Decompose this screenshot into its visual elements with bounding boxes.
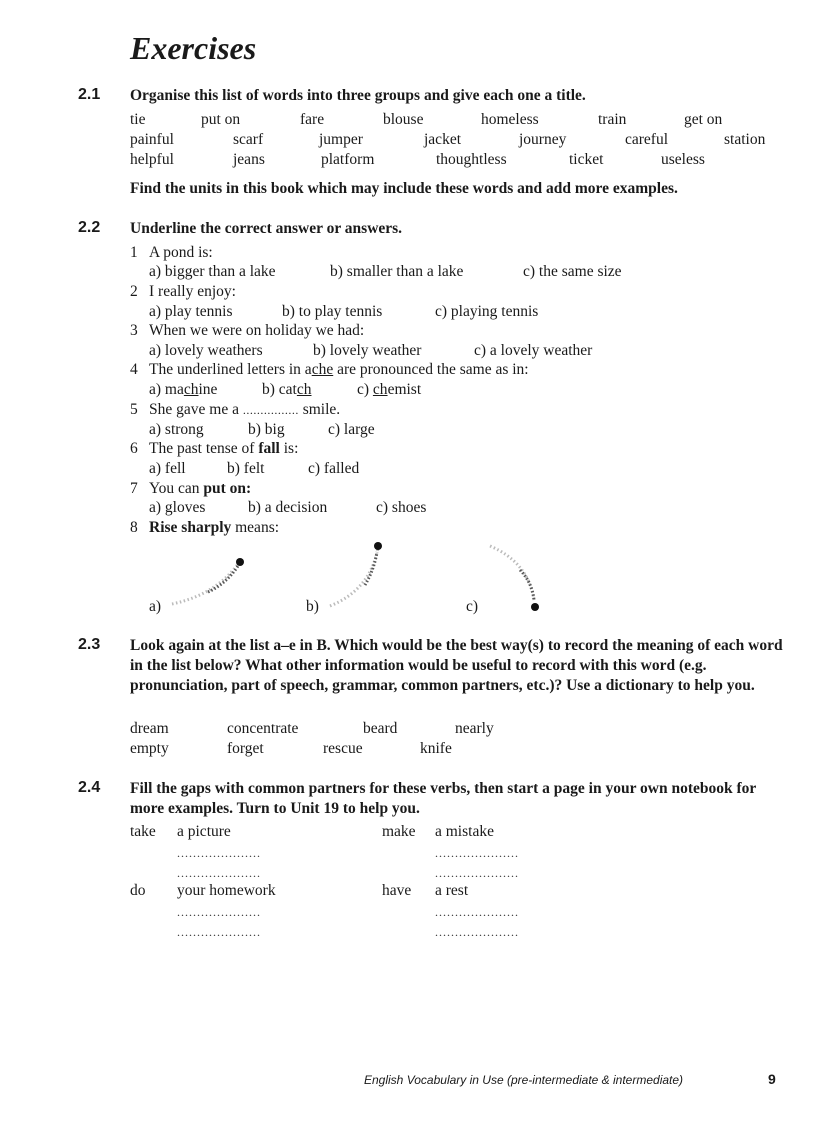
question-text: I really enjoy: [149,283,236,300]
option-a: a) play tennis [149,303,233,320]
question-text: You can put on: [149,480,252,497]
example-partner: a rest [435,882,469,899]
word: forget [227,740,264,757]
rise-gently-diagram [172,558,244,604]
page-number: 9 [768,1071,776,1087]
word: dream [130,720,169,737]
option-b: b) a decision [248,499,328,516]
word: useless [661,151,705,168]
exercise-instruction: Look again at the list a–e in B. Which would be the best way(s) to record the meaning of each word in the list below? What other information would be useful to record with this word (e.g. pronunciation, part of speech, grammar, common partners, etc.)? Use a dictionary to help you. [130,637,783,694]
word: rescue [323,740,363,757]
question-number: 4 [130,361,138,378]
question-number: 2 [130,283,138,300]
option-c: c) falled [308,460,360,477]
word: fare [300,111,325,128]
word: blouse [383,111,424,128]
question-text: When we were on holiday we had: [149,322,365,339]
option-a: a) gloves [149,499,206,516]
option-b: b) catch [262,381,312,398]
word: thoughtless [436,151,507,168]
option-b: b) lovely weather [313,342,422,359]
option-c: c) chemist [357,381,422,398]
option-a: a) fell [149,460,186,477]
gap[interactable]: ..................... [177,846,261,860]
question-text: The underlined letters in ache are pronounced the same as in: [149,361,529,378]
question-number: 5 [130,401,138,418]
word: station [724,131,766,148]
exercise-instruction: Underline the correct answer or answers. [130,220,403,237]
question-number: 3 [130,322,138,339]
gap[interactable]: ..................... [177,866,261,880]
word: jumper [319,131,363,148]
word: ticket [569,151,604,168]
option-c: c) large [328,421,375,438]
word: careful [625,131,669,148]
exercise-number: 2.2 [78,219,101,236]
page-title: Exercises [130,30,257,66]
word: tie [130,111,146,128]
verb: take [130,823,156,840]
exercise-number: 2.1 [78,86,101,103]
word: homeless [481,111,539,128]
question-number: 8 [130,519,138,536]
exercise-number: 2.4 [78,779,101,796]
option-b: b) [306,598,319,615]
word: beard [363,720,398,737]
option-b: b) to play tennis [282,303,383,320]
gap[interactable]: ..................... [435,866,519,880]
question-text: Rise sharply means: [149,519,280,536]
word: train [598,111,627,128]
question-number: 6 [130,440,138,457]
example-partner: your homework [177,882,276,899]
word: jeans [233,151,265,168]
example-partner: a picture [177,823,231,840]
gap[interactable]: ..................... [435,905,519,919]
word: platform [321,151,375,168]
word: concentrate [227,720,299,737]
option-b: b) felt [227,460,265,477]
motion-diagrams [160,540,560,620]
option-b: b) smaller than a lake [330,263,464,280]
word: nearly [455,720,494,737]
fall-sharply-diagram [490,546,539,611]
word: get on [684,111,723,128]
option-c: c) a lovely weather [474,342,593,359]
option-a: a) [149,598,162,615]
rise-sharply-diagram [330,542,382,606]
verb: do [130,882,146,899]
option-a: a) machine [149,381,218,398]
exercise-instruction: Organise this list of words into three groups and give each one a title. [130,87,586,104]
exercise-followup: Find the units in this book which may include these words and add more examples. [130,180,678,197]
footer-book-title: English Vocabulary in Use (pre-intermediate & intermediate) [364,1073,684,1087]
option-c: c) the same size [523,263,622,280]
word: put on [201,111,241,128]
word: knife [420,740,452,757]
question-number: 7 [130,480,138,497]
question-text: A pond is: [149,244,213,261]
verb: have [382,882,412,899]
option-c: c) [466,598,479,615]
option-c: c) playing tennis [435,303,539,320]
word: helpful [130,151,174,168]
word: empty [130,740,169,757]
question-number: 1 [130,244,138,261]
word: scarf [233,131,264,148]
gap[interactable]: ..................... [435,925,519,939]
option-a: a) strong [149,421,204,438]
option-b: b) big [248,421,285,438]
gap[interactable]: ..................... [177,925,261,939]
word: jacket [424,131,462,148]
gap[interactable]: ..................... [435,846,519,860]
question-text: She gave me a ................ smile. [149,401,341,418]
word: painful [130,131,174,148]
gap[interactable]: ..................... [177,905,261,919]
exercise-instruction: Fill the gaps with common partners for these verbs, then start a page in your own notebook for more examples. Turn to Unit 19 to help you. [130,780,757,817]
option-a: a) bigger than a lake [149,263,276,280]
option-a: a) lovely weathers [149,342,263,359]
example-partner: a mistake [435,823,494,840]
exercise-number: 2.3 [78,636,101,653]
question-text: The past tense of fall is: [149,440,299,457]
word: journey [519,131,567,148]
verb: make [382,823,416,840]
option-c: c) shoes [376,499,427,516]
